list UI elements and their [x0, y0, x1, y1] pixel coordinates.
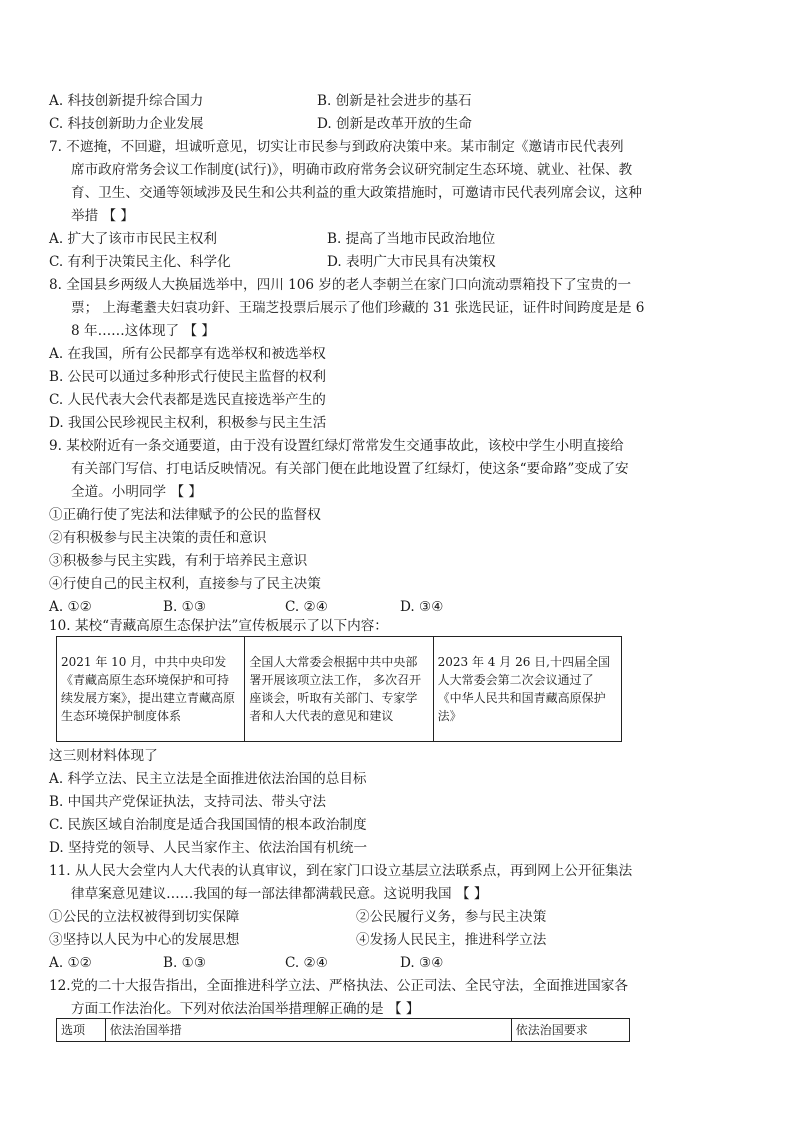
q9-option-d: D. ③④ [400, 599, 444, 615]
q12-table [56, 1018, 630, 1042]
q7-option-a: A. 扩大了该市市民民主权利 [49, 231, 217, 247]
q9-stem-line: 9. 某校附近有一条交通要道，由于没有设置红绿灯常常发生交通事故此，该校中学生小明直接给 [49, 438, 624, 454]
q9-option-a: A. ①② [49, 599, 92, 615]
q10-board-table [56, 636, 622, 742]
q12-header-measure: 依法治国举措 [105, 1019, 511, 1042]
q8-option-d: D. 我国公民珍视民主权利，积极参与民主生活 [49, 415, 327, 431]
q7-option-d: D. 表明广大市民具有决策权 [327, 254, 496, 270]
q9-stem-line: 有关部门写信、打电话反映情况。有关部门便在此地设置了红绿灯，使这条“要命路”变成了安 [71, 461, 629, 477]
q11-statement: ②公民履行义务，参与民主决策 [356, 909, 547, 925]
q11-statement: ④发扬人民民主，推进科学立法 [356, 932, 547, 948]
q11-statement: ①公民的立法权被得到切实保障 [49, 909, 240, 925]
q9-statement: ②有积极参与民主决策的责任和意识 [49, 530, 267, 546]
q8-option-a: A. 在我国，所有公民都享有选举权和被选举权 [49, 346, 326, 362]
q9-statement: ④行使自己的民主权利，直接参与了民主决策 [49, 576, 321, 592]
q12-stem-line: 方面工作法治化。下列对依法治国举措理解正确的是 【 】 [71, 1001, 420, 1017]
q12-stem-line: 12.党的二十大报告指出，全面推进科学立法、严格执法、公正司法、全民守法，全面推进国家各 [49, 978, 628, 994]
q11-option-d: D. ③④ [400, 955, 444, 971]
q11-statement: ③坚持以人民为中心的发展思想 [49, 932, 240, 948]
q10-option-d: D. 坚持党的领导、人民当家作主、依法治国有机统一 [49, 840, 368, 856]
q7-option-b: B. 提高了当地市民政治地位 [327, 231, 496, 247]
q8-option-b: B. 公民可以通过多种形式行使民主监督的权利 [49, 369, 326, 385]
q10-board-1: 2021 年 10 月，中共中央印发《青藏高原生态环境保护和可持续发展方案》，提出建立青藏高原生态环境保护制度体系 [57, 637, 245, 742]
q6-option-a: A. 科技创新提升综合国力 [49, 93, 204, 109]
q9-statement: ③积极参与民主实践，有利于培养民主意识 [49, 553, 308, 569]
q6-option-b: B. 创新是社会进步的基石 [317, 93, 472, 109]
q11-stem-line: 11. 从人民大会堂内人大代表的认真审议，到在家门口设立基层立法联系点，再到网上公开征集法 [49, 863, 633, 879]
q7-stem-line: 7. 不遮掩，不回避，坦诚听意见，切实让市民参与到政府决策中来。某市制定《邀请市民代表列 [49, 139, 624, 155]
q8-option-c: C. 人民代表大会代表都是选民直接选举产生的 [49, 392, 326, 408]
q9-stem-line: 全道。小明同学 【 】 [71, 484, 202, 500]
q10-option-c: C. 民族区域自治制度是适合我国国情的根本政治制度 [49, 817, 367, 833]
q10-option-a: A. 科学立法、民主立法是全面推进依法治国的总目标 [49, 771, 367, 787]
q7-option-c: C. 有利于决策民主化、科学化 [49, 254, 231, 270]
q10-option-b: B. 中国共产党保证执法，支持司法、带头守法 [49, 794, 326, 810]
q12-header-option: 选项 [57, 1019, 106, 1042]
q9-option-b: B. ①③ [163, 599, 207, 615]
q10-board-2: 全国人大常委会根据中共中央部署开展该项立法工作， 多次召开座谈会，听取有关部门、专家学者和人大代表的意见和建议 [245, 637, 433, 742]
q7-stem-line: 举措 【 】 [71, 208, 135, 224]
q11-option-b: B. ①③ [163, 955, 207, 971]
q10-after-text: 这三则材料体现了 [49, 748, 158, 764]
q6-option-c: C. 科技创新助力企业发展 [49, 116, 204, 132]
q7-stem-line: 席市政府常务会议工作制度(试行)》，明确市政府常务会议研究制定生态环境、就业、社保、教 [71, 162, 633, 178]
q8-stem-line: 8 年……这体现了 【 】 [71, 323, 215, 339]
q9-option-c: C. ②④ [285, 599, 328, 615]
q11-option-a: A. ①② [49, 955, 92, 971]
q11-option-c: C. ②④ [285, 955, 328, 971]
q11-stem-line: 律草案意见建议……我国的每一部法律都满载民意。这说明我国 【 】 [71, 886, 488, 902]
q6-option-d: D. 创新是改革开放的生命 [317, 116, 472, 132]
q12-header-requirement: 依法治国要求 [511, 1019, 629, 1042]
q10-board-3: 2023 年 4 月 26 日,十四届全国人大常委会第二次会议通过了《中华人民共和国青藏高原保护法》 [433, 637, 621, 742]
q7-stem-line: 育、卫生、交通等领域涉及民生和公共利益的重大政策措施时，可邀请市民代表列席会议，这种 [71, 185, 642, 201]
q8-stem-line: 8. 全国县乡两级人大换届选举中，四川 106 岁的老人李朝兰在家门口向流动票箱投下了宝贵的一 [49, 277, 632, 293]
q8-stem-line: 票； 上海耄耋夫妇袁功釬、王瑞芝投票后展示了他们珍藏的 31 张选民证，证件时间跨度是是 6 [71, 300, 645, 316]
q9-statement: ①正确行使了宪法和法律赋予的公民的监督权 [49, 507, 321, 523]
q10-stem: 10. 某校“青藏高原生态保护法”宣传板展示了以下内容： [49, 618, 388, 634]
